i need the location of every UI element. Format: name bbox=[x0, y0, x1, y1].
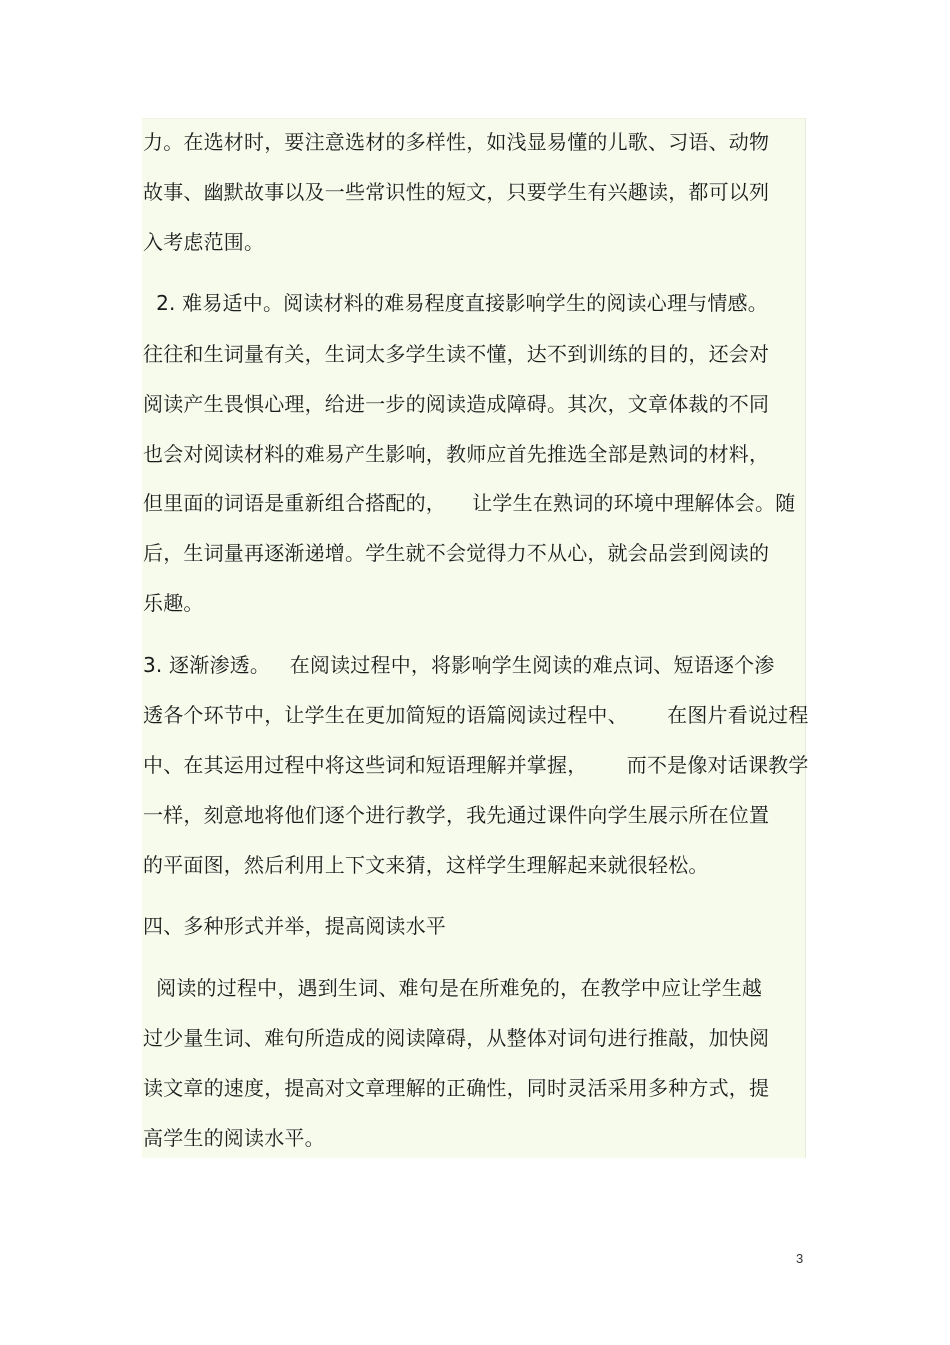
text-line: 阅读产生畏惧心理，给进一步的阅读造成障碍。其次，文章体裁的不同 bbox=[143, 392, 770, 416]
text-line: 中、在其运用过程中将这些词和短语理解并掌握， 而不是像对话课教学 bbox=[143, 753, 809, 777]
page-number: 3 bbox=[796, 1251, 804, 1266]
text-line: 阅读的过程中，遇到生词、难句是在所难免的，在教学中应让学生越 bbox=[143, 976, 763, 1000]
text-line: 入考虑范围。 bbox=[143, 230, 265, 254]
text-line: 后，生词量再逐渐递增。学生就不会觉得力不从心，就会品尝到阅读的 bbox=[143, 541, 770, 565]
text-highlight-region bbox=[142, 118, 806, 1158]
text-line: 透各个环节中，让学生在更加简短的语篇阅读过程中、 在图片看说过程 bbox=[143, 703, 809, 727]
text-line: 3. 逐渐渗透。 在阅读过程中，将影响学生阅读的难点词、短语逐个渗 bbox=[143, 653, 775, 677]
section-heading: 四、多种形式并举，提高阅读水平 bbox=[143, 914, 446, 938]
text-line: 乐趣。 bbox=[143, 591, 204, 615]
text-line: 故事、幽默故事以及一些常识性的短文，只要学生有兴趣读，都可以列 bbox=[143, 180, 770, 204]
text-line: 过少量生词、难句所造成的阅读障碍，从整体对词句进行推敲，加快阅 bbox=[143, 1026, 770, 1050]
text-line: 2. 难易适中。阅读材料的难易程度直接影响学生的阅读心理与情感。 bbox=[143, 291, 768, 315]
text-line: 读文章的速度，提高对文章理解的正确性，同时灵活采用多种方式，提 bbox=[143, 1076, 770, 1100]
text-line: 一样，刻意地将他们逐个进行教学，我先通过课件向学生展示所在位置 bbox=[143, 803, 770, 827]
text-line: 的平面图，然后利用上下文来猜，这样学生理解起来就很轻松。 bbox=[143, 853, 709, 877]
text-line: 高学生的阅读水平。 bbox=[143, 1126, 325, 1150]
text-line: 但里面的词语是重新组合搭配的， 让学生在熟词的环境中理解体会。随 bbox=[143, 491, 796, 515]
text-line: 力。在选材时，要注意选材的多样性，如浅显易懂的儿歌、习语、动物 bbox=[143, 130, 770, 154]
text-line: 也会对阅读材料的难易产生影响，教师应首先推选全部是熟词的材料， bbox=[143, 442, 770, 466]
text-line: 往往和生词量有关，生词太多学生读不懂，达不到训练的目的，还会对 bbox=[143, 342, 770, 366]
